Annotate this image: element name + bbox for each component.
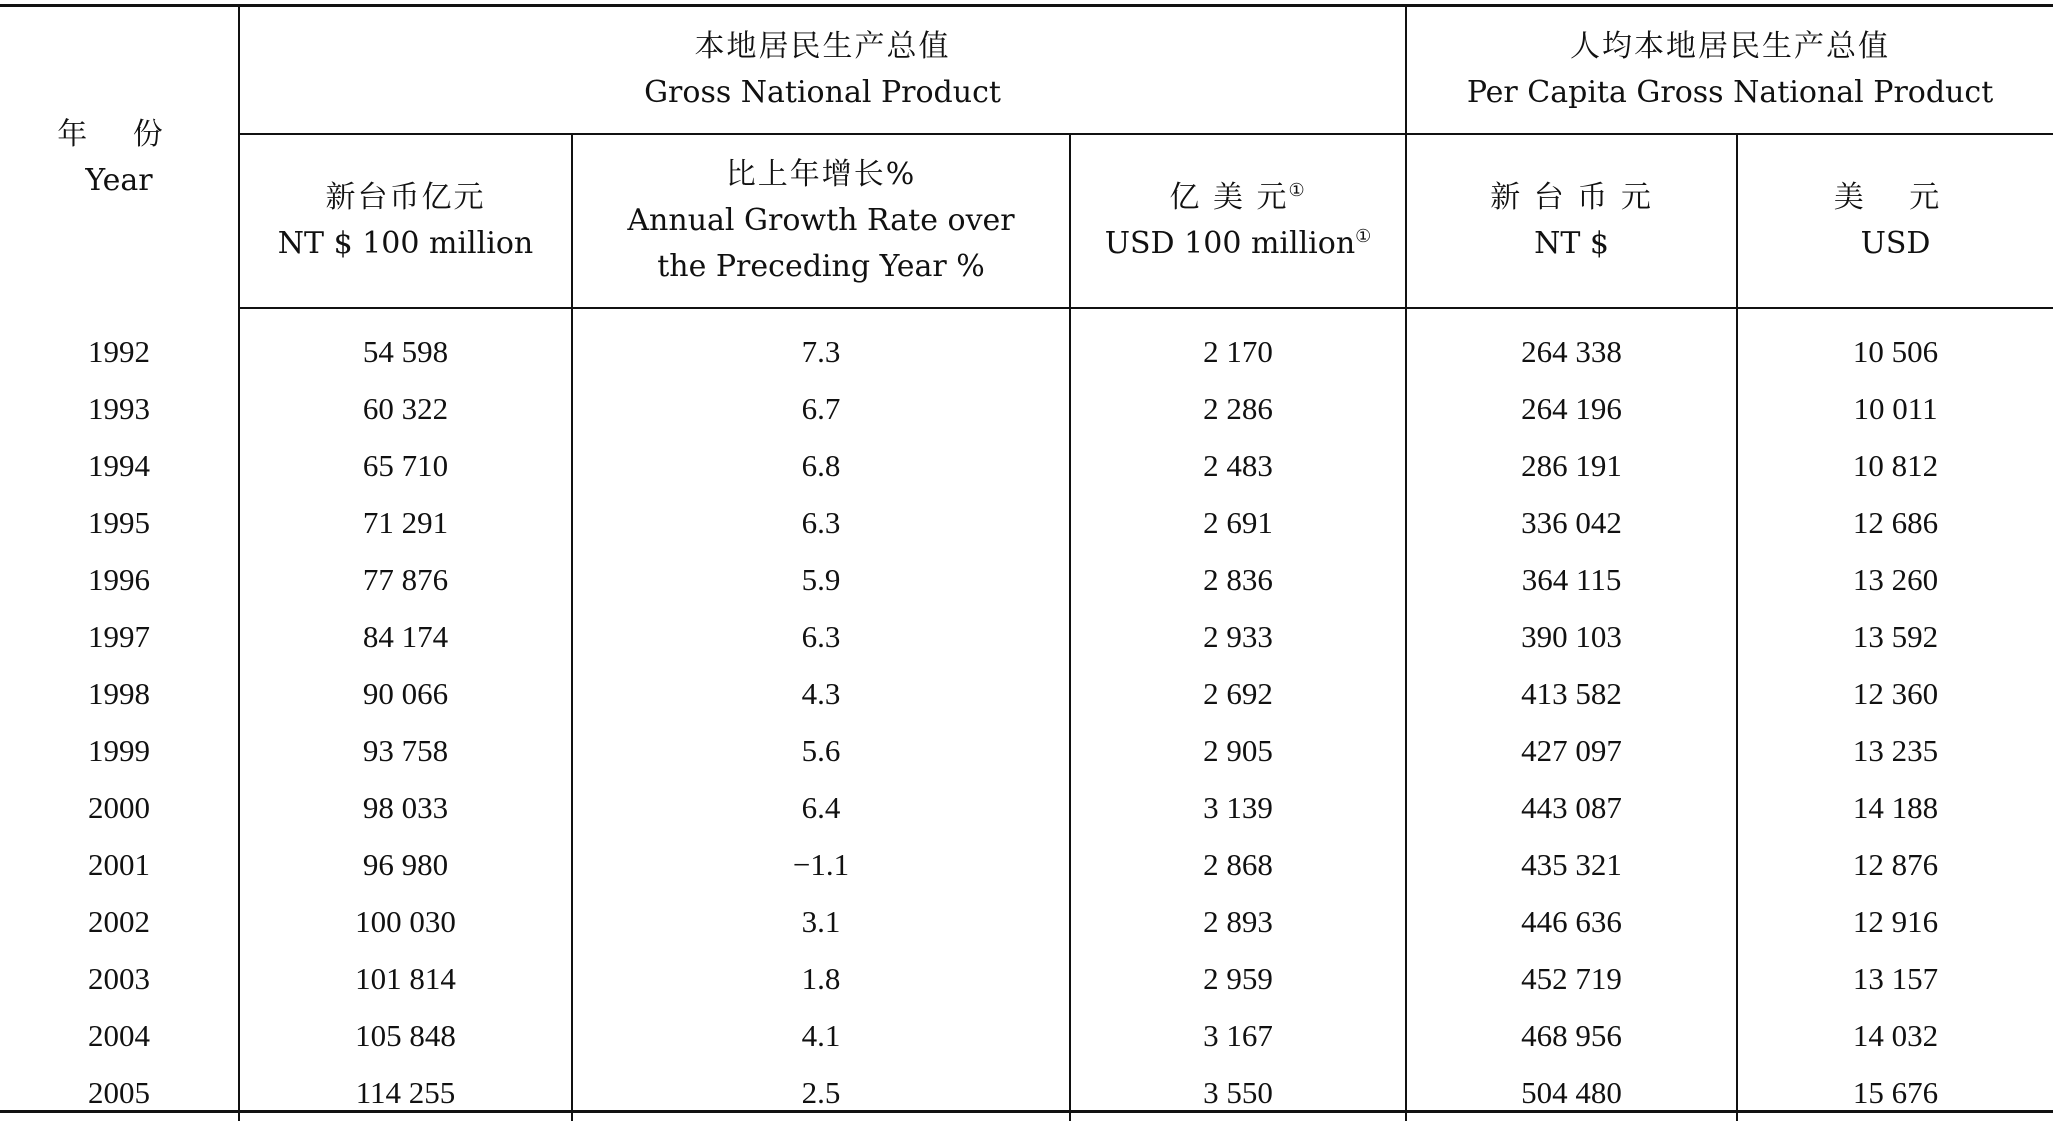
col-growth-header <box>572 134 1070 308</box>
cell-usd-100m: 2 691 <box>1070 494 1406 551</box>
cell-nt-100m: 60 322 <box>239 380 572 437</box>
col-pc-usd-zh: 美 元 <box>1833 180 1958 215</box>
cell-growth: 2.5 <box>572 1064 1070 1121</box>
cell-growth: 5.9 <box>572 551 1070 608</box>
cell-pc-nt: 390 103 <box>1406 608 1737 665</box>
cell-usd-100m: 2 836 <box>1070 551 1406 608</box>
cell-usd-100m: 2 483 <box>1070 437 1406 494</box>
cell-growth: 6.3 <box>572 608 1070 665</box>
col-nt-100m-zh: 新台币亿元 <box>325 180 486 215</box>
cell-year: 1997 <box>0 608 239 665</box>
gnp-header-en: Gross National Product <box>644 75 1001 110</box>
cell-pc-usd: 13 260 <box>1852 562 1939 597</box>
table-row <box>0 893 2053 950</box>
table-row <box>0 722 2053 779</box>
table-body <box>0 308 2053 1121</box>
cell-year: 1998 <box>0 665 239 722</box>
per-capita-header-en: Per Capita Gross National Product <box>1466 75 1994 110</box>
cell-nt-100m: 71 291 <box>239 494 572 551</box>
cell-growth: 1.8 <box>572 950 1070 1007</box>
cell-pc-nt: 504 480 <box>1406 1064 1737 1121</box>
table-row <box>0 494 2053 551</box>
cell-pc-nt: 446 636 <box>1406 893 1737 950</box>
cell-year: 1992 <box>0 308 239 380</box>
cell-growth: −1.1 <box>572 836 1070 893</box>
col-pc-nt-zh: 新 台 币 元 <box>1490 180 1653 215</box>
cell-pc-nt: 452 719 <box>1406 950 1737 1007</box>
cell-pc-usd: 10 011 <box>1853 391 1938 426</box>
cell-year: 1995 <box>0 494 239 551</box>
cell-usd-100m: 2 170 <box>1070 308 1406 380</box>
cell-pc-usd: 14 032 <box>1852 1018 1939 1053</box>
table-header <box>0 7 2053 308</box>
cell-usd-100m: 2 692 <box>1070 665 1406 722</box>
gnp-header-zh: 本地居民生产总值 <box>694 29 951 64</box>
footnote-marker: ① <box>1288 180 1307 201</box>
col-usd-100m-header <box>1070 134 1406 308</box>
col-growth-en2: the Preceding Year % <box>657 249 985 284</box>
cell-usd-100m: 2 868 <box>1070 836 1406 893</box>
cell-pc-nt: 264 338 <box>1406 308 1737 380</box>
cell-growth: 6.7 <box>572 380 1070 437</box>
cell-nt-100m: 96 980 <box>239 836 572 893</box>
cell-usd-100m: 3 167 <box>1070 1007 1406 1064</box>
cell-pc-nt: 286 191 <box>1406 437 1737 494</box>
cell-pc-nt: 443 087 <box>1406 779 1737 836</box>
col-usd-100m-zh <box>1071 175 1405 221</box>
table-row <box>0 950 2053 1007</box>
cell-pc-usd: 12 876 <box>1852 847 1939 882</box>
cell-growth: 7.3 <box>572 308 1070 380</box>
col-usd-100m-zh-text: 亿 美 元 <box>1169 180 1289 215</box>
gnp-table <box>0 7 2053 1121</box>
year-header-en: Year <box>85 162 153 198</box>
cell-pc-usd: 10 506 <box>1852 334 1939 369</box>
col-usd-100m-en <box>1071 221 1405 267</box>
table-row <box>0 608 2053 665</box>
cell-nt-100m: 84 174 <box>239 608 572 665</box>
cell-growth: 4.1 <box>572 1007 1070 1064</box>
cell-year: 2003 <box>0 950 239 1007</box>
cell-year: 2004 <box>0 1007 239 1064</box>
cell-growth: 6.4 <box>572 779 1070 836</box>
cell-usd-100m: 3 139 <box>1070 779 1406 836</box>
col-nt-100m-en: NT $ 100 million <box>277 226 534 261</box>
cell-nt-100m: 101 814 <box>239 950 572 1007</box>
cell-year: 2001 <box>0 836 239 893</box>
table-row <box>0 551 2053 608</box>
cell-year: 2002 <box>0 893 239 950</box>
cell-pc-usd: 10 812 <box>1852 448 1939 483</box>
gnp-group-header <box>239 7 1406 134</box>
cell-usd-100m: 2 959 <box>1070 950 1406 1007</box>
cell-pc-usd: 12 916 <box>1852 904 1939 939</box>
col-pc-usd-header <box>1737 134 2053 308</box>
cell-pc-nt: 435 321 <box>1406 836 1737 893</box>
cell-pc-usd: 12 686 <box>1852 505 1939 540</box>
cell-pc-usd: 14 188 <box>1852 790 1939 825</box>
table-row <box>0 779 2053 836</box>
cell-pc-nt: 264 196 <box>1406 380 1737 437</box>
col-pc-nt-en: NT $ <box>1534 226 1609 261</box>
cell-pc-usd: 13 157 <box>1852 961 1939 996</box>
cell-pc-nt: 413 582 <box>1406 665 1737 722</box>
cell-nt-100m: 65 710 <box>239 437 572 494</box>
table-row <box>0 836 2053 893</box>
per-capita-header-zh: 人均本地居民生产总值 <box>1570 29 1891 64</box>
cell-pc-usd: 13 235 <box>1852 733 1939 768</box>
col-growth-zh: 比上年增长% <box>725 157 917 192</box>
footnote-marker-en: ① <box>1355 226 1372 247</box>
cell-growth: 3.1 <box>572 893 1070 950</box>
table-bottom-rule <box>0 1110 2053 1113</box>
col-nt-100m-header <box>239 134 572 308</box>
cell-nt-100m: 105 848 <box>239 1007 572 1064</box>
table-row <box>0 1007 2053 1064</box>
col-growth-en1: Annual Growth Rate over <box>627 203 1015 238</box>
cell-nt-100m: 98 033 <box>239 779 572 836</box>
cell-growth: 4.3 <box>572 665 1070 722</box>
cell-year: 1999 <box>0 722 239 779</box>
cell-usd-100m: 3 550 <box>1070 1064 1406 1121</box>
cell-nt-100m: 90 066 <box>239 665 572 722</box>
cell-usd-100m: 2 286 <box>1070 380 1406 437</box>
cell-nt-100m: 93 758 <box>239 722 572 779</box>
per-capita-group-header <box>1406 7 2053 134</box>
cell-pc-usd: 15 676 <box>1852 1075 1939 1110</box>
cell-pc-nt: 336 042 <box>1406 494 1737 551</box>
cell-nt-100m: 54 598 <box>239 308 572 380</box>
year-header-zh: 年 份 <box>57 116 181 152</box>
cell-pc-usd: 12 360 <box>1852 676 1939 711</box>
cell-nt-100m: 114 255 <box>239 1064 572 1121</box>
col-pc-usd-en: USD <box>1860 226 1931 261</box>
col-usd-100m-en-text: USD 100 million <box>1104 226 1356 261</box>
cell-growth: 5.6 <box>572 722 1070 779</box>
cell-year: 2005 <box>0 1064 239 1121</box>
cell-pc-nt: 364 115 <box>1406 551 1737 608</box>
cell-growth: 6.3 <box>572 494 1070 551</box>
cell-nt-100m: 100 030 <box>239 893 572 950</box>
cell-growth: 6.8 <box>572 437 1070 494</box>
cell-usd-100m: 2 893 <box>1070 893 1406 950</box>
table-row <box>0 665 2053 722</box>
cell-pc-nt: 427 097 <box>1406 722 1737 779</box>
cell-year: 2000 <box>0 779 239 836</box>
table-row <box>0 308 2053 380</box>
cell-year: 1994 <box>0 437 239 494</box>
table-row <box>0 437 2053 494</box>
cell-pc-usd: 13 592 <box>1852 619 1939 654</box>
year-header <box>0 7 239 308</box>
cell-usd-100m: 2 905 <box>1070 722 1406 779</box>
cell-pc-nt: 468 956 <box>1406 1007 1737 1064</box>
table-row <box>0 380 2053 437</box>
cell-year: 1993 <box>0 380 239 437</box>
cell-nt-100m: 77 876 <box>239 551 572 608</box>
cell-year: 1996 <box>0 551 239 608</box>
col-pc-nt-header <box>1406 134 1737 308</box>
cell-usd-100m: 2 933 <box>1070 608 1406 665</box>
